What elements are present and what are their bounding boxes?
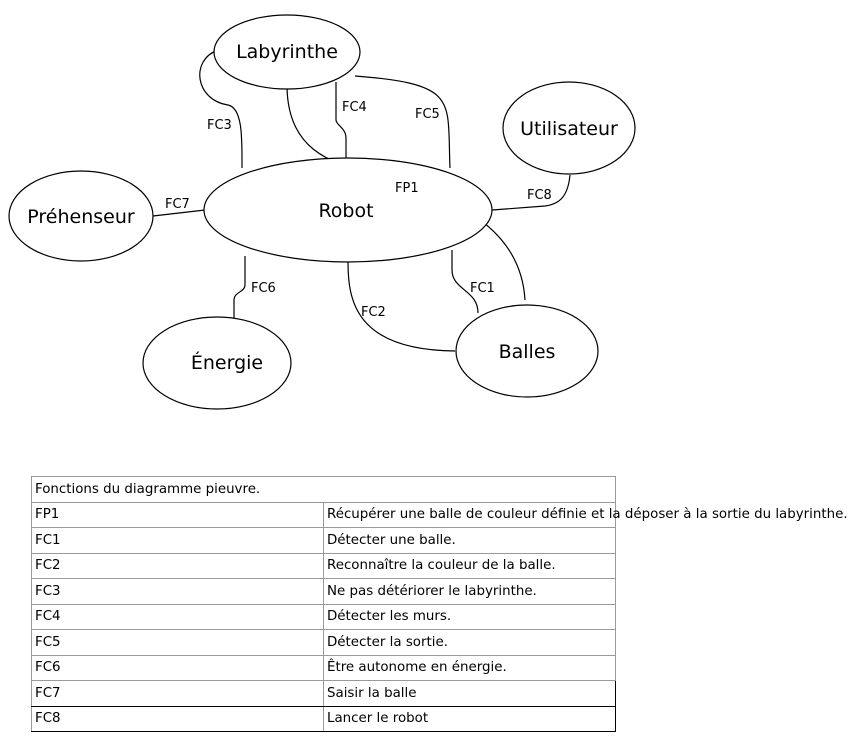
function-description: Lancer le robot bbox=[324, 706, 616, 732]
function-code: FP1 bbox=[32, 502, 324, 528]
link-label-fc6: FC6 bbox=[251, 281, 276, 296]
function-code: FC8 bbox=[32, 706, 324, 732]
function-description: Ne pas détériorer le labyrinthe. bbox=[324, 579, 616, 605]
function-description: Reconnaître la couleur de la balle. bbox=[324, 553, 616, 579]
function-description: Être autonome en énergie. bbox=[324, 655, 616, 681]
table-title: Fonctions du diagramme pieuvre. bbox=[32, 477, 616, 503]
function-code: FC7 bbox=[32, 681, 324, 707]
node-labyrinthe-label: Labyrinthe bbox=[236, 41, 338, 63]
function-code: FC2 bbox=[32, 553, 324, 579]
function-description: Récupérer une balle de couleur définie et la déposer à la sortie du labyrinthe. bbox=[324, 502, 616, 528]
link-fc6 bbox=[234, 256, 245, 323]
node-energie-label: Énergie bbox=[190, 352, 264, 374]
link-fc5 bbox=[355, 76, 450, 168]
functions-table bbox=[31, 476, 848, 732]
link-fc4 bbox=[336, 82, 346, 162]
table-row bbox=[32, 681, 616, 707]
table-row bbox=[32, 630, 616, 656]
function-code: FC1 bbox=[32, 528, 324, 554]
function-description: Saisir la balle bbox=[324, 681, 616, 707]
function-description: Détecter les murs. bbox=[324, 604, 616, 630]
function-description: Détecter une balle. bbox=[324, 528, 616, 554]
node-utilisateur-label: Utilisateur bbox=[520, 118, 618, 140]
function-code: FC4 bbox=[32, 604, 324, 630]
table-row bbox=[32, 706, 616, 732]
table-row bbox=[32, 604, 616, 630]
link-label-fp1: FP1 bbox=[395, 181, 419, 196]
table-row bbox=[32, 553, 616, 579]
table-title-row bbox=[32, 477, 616, 503]
link-label-fc3: FC3 bbox=[207, 118, 232, 133]
link-label-fc5: FC5 bbox=[415, 107, 440, 122]
link-label-fc7: FC7 bbox=[165, 197, 190, 212]
table-row bbox=[32, 528, 616, 554]
function-code: FC3 bbox=[32, 579, 324, 605]
octopus-diagram bbox=[0, 0, 647, 470]
function-description: Détecter la sortie. bbox=[324, 630, 616, 656]
link-label-fc4: FC4 bbox=[342, 100, 367, 115]
table-row bbox=[32, 655, 616, 681]
node-balles-label: Balles bbox=[498, 341, 556, 363]
link-label-fc2: FC2 bbox=[361, 305, 386, 320]
link-label-fc8: FC8 bbox=[527, 188, 552, 203]
node-prehenseur-label: Préhenseur bbox=[27, 206, 135, 228]
table-row bbox=[32, 579, 616, 605]
node-robot-label: Robot bbox=[318, 200, 374, 222]
table-row bbox=[32, 502, 616, 528]
function-code: FC5 bbox=[32, 630, 324, 656]
function-code: FC6 bbox=[32, 655, 324, 681]
link-label-fc1: FC1 bbox=[470, 281, 495, 296]
